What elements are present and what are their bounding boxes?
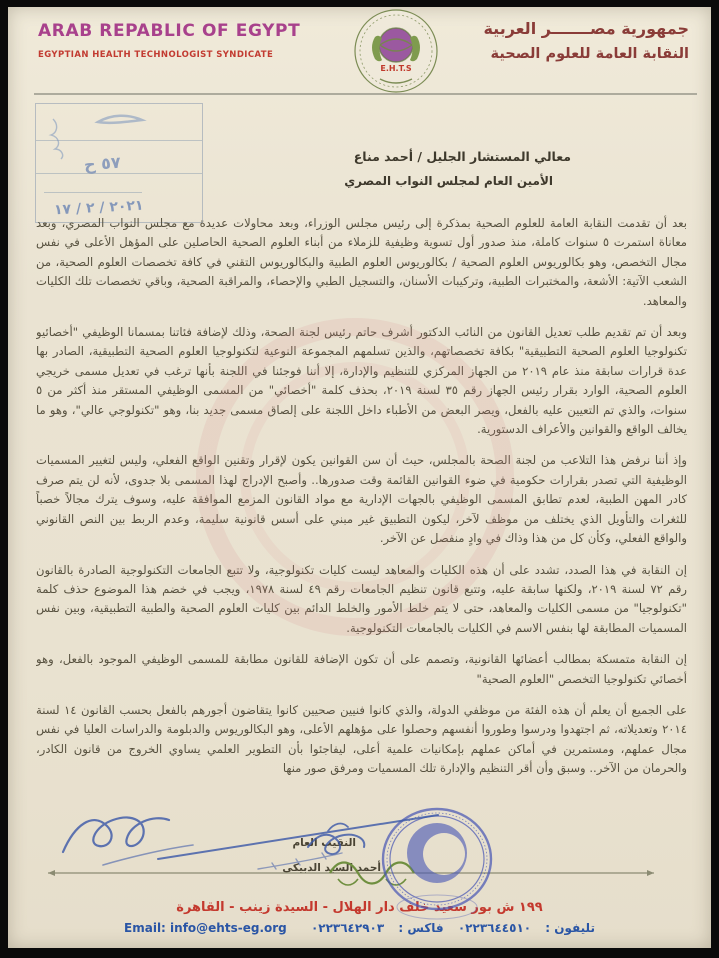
body-paragraph: على الجميع أن يعلم أن هذه الفئة من موظفي الدولة، والذي كانوا فنيين صحيين كانوا يتقاضون أجورهم بالفعل بحسب القانون ١٤ لسنة ٢٠١٤ وتعديلاته، ثم اجتهدوا ودرسوا وطوروا أنفسهم وحصلوا على مؤهلهم الأعلى، وهو البكالوريوس والدبلومة والدراسات العليا في نفس مجال عملهم، ومستمرين في أماكن عملهم بإمكانيات علمية أعلى، ليفاجئوا بأن التطوير العلمي يساوي الخروج من قانون الكادر، والحرمان من الآخر.. وسبق وأن أقر التنظيم والإدارة تلك المسميات ومرفق صور منها [36,702,687,776]
letterhead-org-en: EGYPTIAN HEALTH TECHNOLOGIST SYNDICATE [38,50,274,60]
fax-number: ٠٢٢٣٦٤٢٩٠٣ [310,921,385,935]
email-label: Email: [124,921,166,935]
document-page [8,7,711,948]
letterhead-org-ar: النقابة العامة للعلوم الصحية [490,46,689,62]
registry-row [36,174,202,200]
body-paragraph: وبعد أن تم تقديم طلب تعديل القانون من النائب الدكتور أشرف حاتم رئيس لجنة الصحة، وذلك لإضافة فئاتنا بمسمانا الوظيفي "أخصائيو تكنولوجيا العلوم الصحية التطبيقية" بكافة تخصصاتهم، والذين تسلمهم المجموعة النوعية لتكنولوجيا العلوم الصحية التطبيقية، الصادر بها عدة قرارات سابقة منذ عام ٢٠١٩ من الجهاز المركزي للتنظيم والإدارة، إلا أننا فوجئنا في اللجنة بأنها ترغب في تعديل مسمى خريجي العلوم الصحية، الوارد بقرار رئيس الجهاز رقم ٣٥ لسنة ٢٠١٩، بحذف كلمة "أخصائي" من المسمى الوظيفي المستقر منذ أكثر من ٥ سنوات، والذي تم التعيين عليه بالفعل، ويصر البعض من الأطباء داخل اللجنة على إلصاق مسمى جديد بنا، وهو "تكنولوجي عالي"، وهو ما يخالف الواقع والقوانين والأعراف الدستورية. [36,325,687,437]
registry-stamp-box [35,103,203,223]
recipient-block [344,149,571,188]
letterhead-english [38,21,338,60]
handwritten-registry-number: ٥٧ ح [83,152,122,175]
body-paragraph: بعد أن تقدمت النقابة العامة للعلوم الصحية بمذكرة إلى رئيس مجلس الوزراء، وبعد محاولات عديدة مع مجلس النواب المصري، وبعد معاناة استمرت ٥ سنوات كاملة، منذ صدور أول تسوية وظيفية للزملاء من أبناء العلوم الصحية الحاصلين على المؤهل الأعلى في نفس مجال التخصص، وهو بكالوريوس العلوم الصحية / بكالوريوس العلوم الطبية والبكالوريوس التقني في كافة تخصصات العلوم الصحية، من الشعب الآتية: الأشعة، والمختبرات الطبية، وتركيبات الأسنان، والتسجيل الطبي والإحصاء، والمراقبة الصحية، وباقي تخصصات تلك الكليات والمعاهد. [36,216,687,308]
fax-label: فاكس : [398,921,444,935]
footer-contact-line [8,921,711,935]
letterhead-arabic [483,19,689,62]
body-paragraph: وإذ أننا نرفض هذا التلاعب من لجنة الصحة بالمجلس، حيث أن سن القوانين يكون لإقرار وتقنين الواقع الفعلي، وليس لتغيير المسميات الوظيفية التي تصدر بقرارات حكومية في ضوء القوانين القائمة وقت صدورها.. وأصبح الإدراج لهذا المسمى بلا جدوى، لأنه لن يتم صرف كادر المهن الطبية، لعدم تطابق المسمى الوظيفي بالجهات الإدارية مع مواد القانون المزمع الموافقة عليه، وسوف يترك مجالاً خصباً للثغرات والتأويل الذي يختلف من موظف لآخر، ليكون التطبيق غير مبني على أسس قانونية سليمة، وعدم الربط بين النص القانوني والواقع الفعلي، وكأن كل من هذا وذاك في وادٍ منفصل عن الآخر. [36,453,687,546]
email-line [124,921,287,935]
recipient-title-line: الأمين العام لمجلس النواب المصري [344,174,553,188]
signer-name: أحمد السيد الدبيكي [282,862,381,874]
footer-address: ١٩٩ ش بور سعيد خلف دار الهلال - السيدة زينب - القاهرة [176,900,543,915]
letter-body [36,214,687,814]
registry-field-line [44,192,142,193]
phone-number: ٠٢٢٣٦٤٤٥١٠ [457,921,532,935]
header-divider [34,93,697,95]
handwritten-signature [63,815,438,869]
handwritten-registry-date: ٢٠٢١ / ٢ / ١٧ [53,197,144,219]
syndicate-seal-logo [350,7,442,95]
letterhead-country-en: ARAB REPABLIC OF EGYPT [38,21,301,41]
letterhead-country-ar: جمهورية مصـــــــر العربية [483,19,689,38]
logo-acronym: E.H.T.S [380,64,412,73]
email-address: info@ehts-eg.org [170,921,287,935]
recipient-name-line: معالي المستشار الجليل / أحمد مناع [353,149,571,164]
body-paragraph: إن النقابة متمسكة بمطالب أعضائها القانونية، وتصمم على أن تكون الإضافة للقانون مطابقة للمسمى الوظيفي الموجود بالفعل، وهو أخصائي تكنولوجيا التخصص "العلوم الصحية" [36,652,687,686]
footer [8,900,711,935]
body-paragraph: إن النقابة في هذا الصدد، تشدد على أن هذه الكليات والمعاهد ليست كليات تكنولوجية، ولا تتبع الجامعات التكنولوجية الصادرة بالقانون رقم ٧٢ لسنة ٢٠١٩، ولكنها سابقة عليه، وتتبع قانون تنظيم الجامعات رقم ٤٩ لسنة ١٩٧٨، ويجب في خضم هذا الموضوع حذف كلمة "تكنولوجيا" من مسمى الكليات والمعاهد، حتى لا يتم خلط الأمور والخلط الدائم بين كليات العلوم الصحية والطبية التطبيقية، وبين نفس المسميات المطابقة لها بنفس الاسم في الكليات بالجامعات التكنولوجية. [36,562,687,635]
signer-title: النقيب العام [292,837,356,849]
phone-label: تليفون : [545,921,595,935]
registry-row [36,104,202,141]
